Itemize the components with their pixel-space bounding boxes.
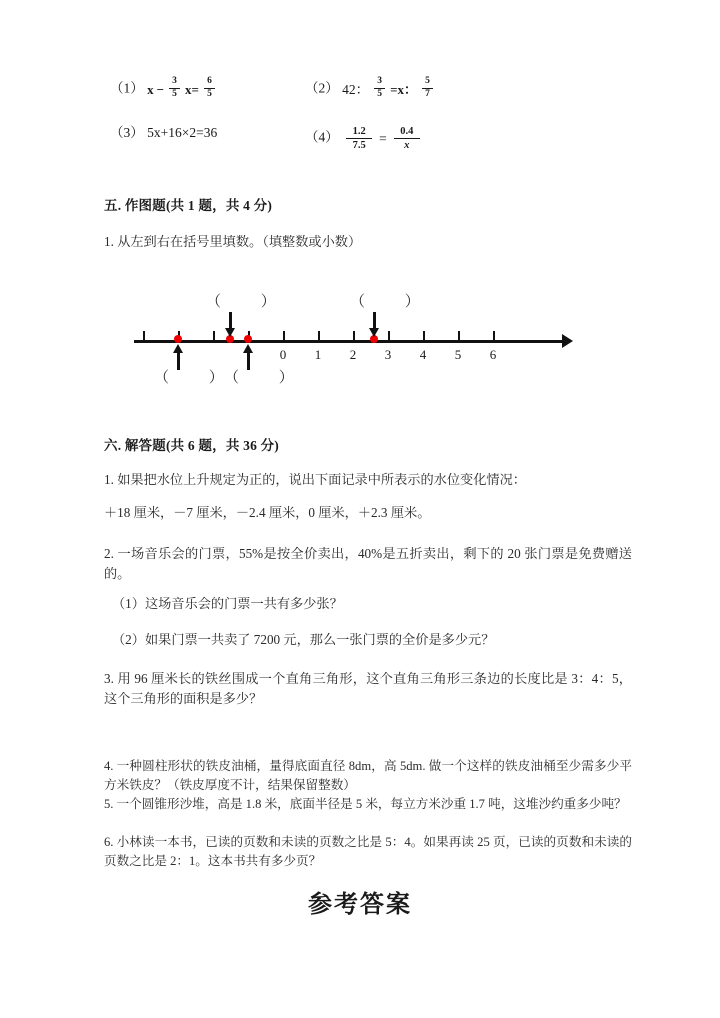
tick-label-3: 3: [384, 347, 392, 362]
equation-1-operator: −: [156, 81, 165, 97]
answer-blank-bottom-1[interactable]: （ ）: [154, 370, 242, 386]
section-five-heading: 五. 作图题(共 1 题，共 4 分): [104, 198, 273, 213]
equation-4-fraction-2-denominator: x: [404, 140, 410, 152]
tick-mark: [143, 331, 145, 343]
equation-1-fraction-2-numerator: 6: [207, 76, 212, 86]
fraction-bar: [346, 138, 372, 139]
tick-mark: [423, 331, 425, 343]
equation-2-fraction-2-numerator: 5: [425, 76, 430, 86]
section-six-question-6: 6. 小林读一本书，已读的页数和未读的页数之比是 5：4。如果再读 25 页，已读的页数和未读的页数之比是 2：1。这本书共有多少页？: [104, 835, 632, 868]
equation-2-mid: =x：: [390, 81, 418, 97]
section-six-question-1-line-1: 1. 如果把水位上升规定为正的，说出下面记录中所表示的水位变化情况：: [104, 472, 526, 487]
tick-label-2: 2: [349, 347, 357, 362]
section-six-question-2-sub-2: （2）如果门票一共卖了 7200 元，那么一张门票的全价是多少元？: [112, 632, 495, 647]
arrow-head: [173, 344, 183, 353]
equation-3-body: 5x+16×2=36: [147, 125, 218, 140]
tick-label-5: 5: [454, 347, 462, 362]
equation-1-fraction-2: [204, 77, 215, 100]
number-line-axis: [134, 340, 564, 343]
equation-4-label: （4）: [305, 129, 339, 145]
equation-1: [110, 78, 217, 101]
answer-blank-top-2[interactable]: （ ）: [350, 294, 438, 310]
equation-1-fraction-1-numerator: 3: [172, 76, 177, 86]
answers-section-heading: 参考答案: [308, 892, 412, 918]
tick-label-0: 0: [279, 347, 287, 362]
section-six-question-3: 3. 用 96 厘米长的铁丝围成一个直角三角形，这个直角三角形三条边的长度比是 3：4：5，这个三角形的面积是多少？: [104, 671, 632, 706]
tick-label-6: 6: [489, 347, 497, 362]
section-six-heading: 六. 解答题(共 6 题，共 36 分): [104, 438, 279, 453]
tick-mark: [458, 331, 460, 343]
tick-label-1: 1: [314, 347, 322, 362]
equation-4-fraction-1-numerator: 1.2: [352, 126, 366, 137]
equation-1-mid-var: x=: [185, 81, 199, 97]
answer-blank-top-1[interactable]: （ ）: [206, 294, 294, 310]
tick-mark: [283, 331, 285, 343]
equation-1-fraction-1-denominator: 5: [172, 88, 177, 99]
section-six-question-2-sub-1: （1）这场音乐会的门票一共有多少张？: [112, 596, 343, 611]
pointer-arrow-down-icon: [367, 312, 381, 338]
equation-2-lead: 42：: [342, 81, 370, 97]
marked-point: [244, 335, 252, 343]
equation-2-body: [342, 78, 435, 101]
tick-mark: [353, 331, 355, 343]
equation-2-fraction-1-denominator: 5: [377, 88, 382, 99]
equation-4-fraction-1-denominator: 7.5: [352, 140, 366, 152]
answer-blank-bottom-2[interactable]: （ ）: [224, 370, 312, 386]
equation-2-fraction-2-denominator: 7: [425, 88, 430, 99]
section-six-question-5: 5. 一个圆锥形沙堆，高是 1.8 米，底面半径是 5 米，每立方米沙重 1.7 吨，这堆沙约重多少吨？: [104, 797, 627, 811]
tick-mark: [213, 331, 215, 343]
equation-3-label: （3）: [110, 125, 144, 140]
arrow-head: [369, 328, 379, 337]
equation-1-body: [147, 78, 217, 101]
equation-4-body: [342, 126, 424, 151]
equation-1-fraction-1: [169, 77, 180, 100]
arrow-head: [225, 328, 235, 337]
equation-4: [305, 126, 424, 151]
equation-2-label: （2）: [305, 80, 339, 96]
equation-4-fraction-2: [394, 126, 420, 151]
equation-4-fraction-1: [346, 126, 372, 151]
tick-mark: [318, 331, 320, 343]
equation-4-equals: =: [379, 130, 387, 146]
equation-4-fraction-2-numerator: 0.4: [400, 126, 414, 137]
arrow-head: [243, 344, 253, 353]
section-six-question-2: 2. 一场音乐会的门票，55%是按全价卖出，40%是五折卖出，剩下的 20 张门票是免费赠送的。: [104, 546, 632, 581]
equation-1-lhs-var: x: [147, 81, 154, 97]
number-line-figure: [104, 286, 632, 390]
equation-1-fraction-2-denominator: 5: [207, 88, 212, 99]
equation-2-fraction-2: [422, 77, 433, 100]
tick-label-4: 4: [419, 347, 427, 362]
equation-1-label: （1）: [110, 80, 144, 96]
equation-2: [305, 78, 435, 101]
axis-arrow-icon: [562, 334, 573, 348]
equation-2-fraction-1-numerator: 3: [377, 76, 382, 86]
marked-point: [174, 335, 182, 343]
section-six-question-4: 4. 一种圆柱形状的铁皮油桶，量得底面直径 8dm，高 5dm. 做一个这样的铁皮油桶至少需多少平方米铁皮？（铁皮厚度不计，结果保留整数）: [104, 759, 632, 792]
pointer-arrow-down-icon: [223, 312, 237, 338]
equation-3: [110, 126, 217, 140]
tick-mark: [388, 331, 390, 343]
equation-2-fraction-1: [374, 77, 385, 100]
fraction-bar: [394, 138, 420, 139]
section-five-question-1: 1. 从左到右在括号里填数。（填整数或小数）: [104, 234, 362, 249]
tick-mark: [493, 331, 495, 343]
section-six-question-1-line-2: ＋18 厘米，－7 厘米，－2.4 厘米，0 厘米，＋2.3 厘米。: [104, 505, 431, 520]
